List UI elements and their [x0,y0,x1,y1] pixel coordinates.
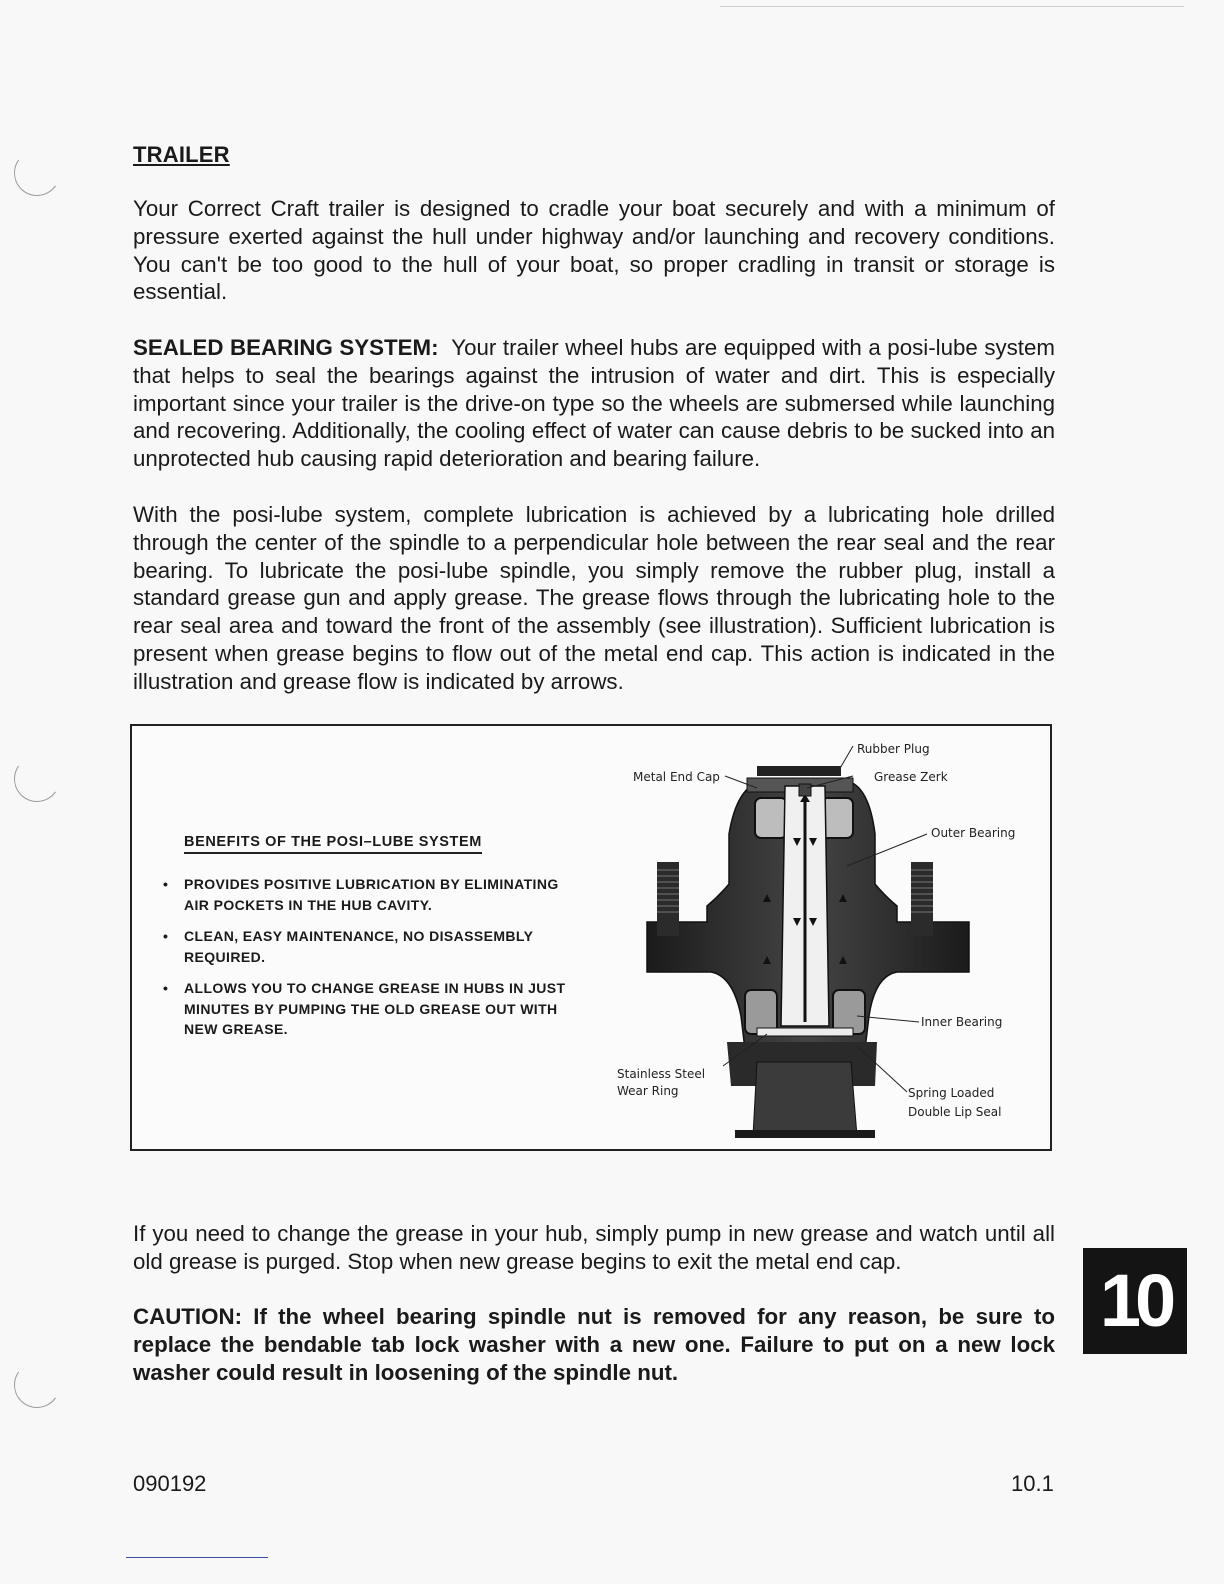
page-number: 10.1 [1011,1471,1054,1496]
change-grease-paragraph: If you need to change the grease in your hub, simply pump in new grease and watch until all old grease is purged. Stop when new grease begins to exit the metal end cap. [133,1221,1055,1274]
document-number: 090192 [133,1471,207,1496]
benefits-list [162,874,582,1051]
section-tab: 10 [1083,1248,1187,1354]
sealed-bearing-text: Your trailer wheel hubs are equipped with a posi-lube system that helps to seal the bearings against the intrusion of water and dirt. This is especially important since your trailer is the drive-on type so the wheels are submersed while launching and recovering. Additionally, the cooling effect of water can cause debris to be sucked into an unprotected hub causing rapid deterioration and bearing failure. [133,335,1055,472]
label-seal-line-2: Double Lip Seal [908,1105,1002,1119]
binder-hole-bottom [10,1358,63,1411]
label-rubber-plug: Rubber Plug [857,742,930,756]
posi-lube-figure [130,724,1052,1151]
sealed-bearing-paragraph [133,334,1055,473]
posi-lube-paragraph: With the posi-lube system, complete lubrication is achieved by a lubricating hole drilled through the center of the spindle to a perpendicular hole between the rear seal and the rear bearing. To lubricate the posi-lube spindle, you simply remove the rubber plug, install a standard grease gun and apply grease. The grease flows through the lubricating hole to the rear seal area and toward the front of the assembly (see illustration). Sufficient lubrication is present when grease begins to flow out of the metal end cap. This action is indicated in the illustration and grease flow is indicated by arrows. [133,502,1055,694]
label-seal-line-1: Spring Loaded [908,1086,995,1100]
hub-cutaway-diagram [607,726,1047,1149]
intro-paragraph: Your Correct Craft trailer is designed to cradle your boat securely and with a minimum of pressure exerted against the hull under highway and/or launching and recovery conditions. You can't be too good to the hull of your boat, so proper cradling in transit or storage is essential. [133,196,1055,305]
label-wear-ring-line-2: Wear Ring [617,1084,679,1098]
caution-paragraph: CAUTION: If the wheel bearing spindle nut is removed for any reason, be sure to replace the bendable tab lock washer with a new one. Failure to put on a new lock washer could result in loosening of the spindle nut. [133,1304,1055,1385]
grease-zerk [799,784,811,796]
label-metal-end-cap: Metal End Cap [633,770,720,784]
benefit-item: • PROVIDES POSITIVE LUBRICATION BY ELIMINATING AIR POCKETS IN THE HUB CAVITY. [162,874,582,915]
top-edge-rule [720,6,1184,7]
benefits-title: BENEFITS OF THE POSI–LUBE SYSTEM [184,834,482,854]
benefit-item: • CLEAN, EASY MAINTENANCE, NO DISASSEMBLY REQUIRED. [162,926,582,967]
binder-hole-middle [10,752,63,805]
sealed-bearing-label: SEALED BEARING SYSTEM: [133,335,439,360]
label-inner-bearing: Inner Bearing [921,1015,1003,1029]
label-outer-bearing: Outer Bearing [931,826,1016,840]
binder-hole-top [10,146,63,199]
bottom-edge-rule [126,1557,268,1558]
label-grease-zerk: Grease Zerk [874,770,948,784]
benefit-item: • ALLOWS YOU TO CHANGE GREASE IN HUBS IN JUST MINUTES BY PUMPING THE OLD GREASE OUT WITH NEW GREASE. [162,978,582,1040]
label-wear-ring-line-1: Stainless Steel [617,1067,706,1081]
section-heading: TRAILER [133,142,230,167]
